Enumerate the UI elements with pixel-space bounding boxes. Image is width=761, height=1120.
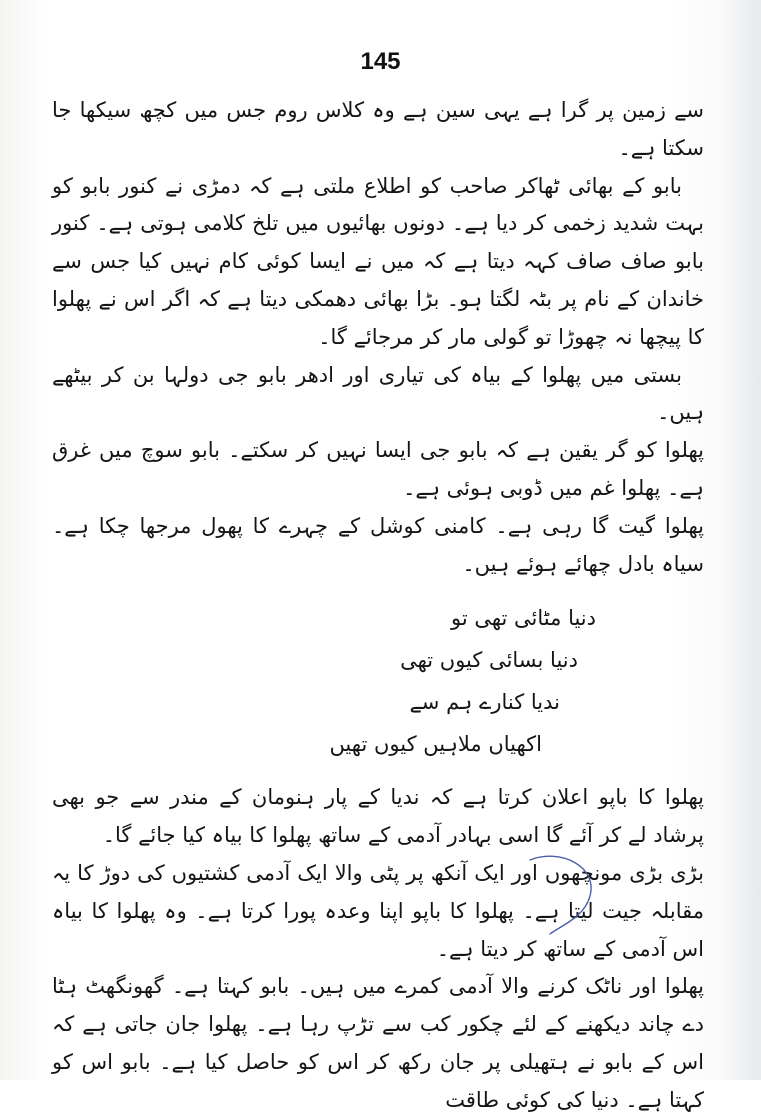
page-body [52,92,704,1120]
pen-stroke-mark [520,848,610,938]
paragraph: بستی میں پھلوا کے بیاہ کی تیاری اور ادھر بابو جی دولہا بن کر بیٹھے ہیں۔ [52,362,704,425]
paragraph: بڑی بڑی مونچھوں اور ایک آنکھ پر پٹی والا ایک آدمی کشتیوں کی دوڑ کا یہ مقابلہ جیت لیتا ہے۔ پھلوا کا باپو اپنا وعدہ پورا کرتا ہے۔ وہ پھلوا کا بیاہ اس آدمی کے ساتھ کر دیتا ہے۔ [52,860,704,961]
page-number: 145 [360,48,401,75]
verse-line: دنیا بسائی کیوں تھی [400,648,578,673]
paragraph: پھلوا کا باپو اعلان کرتا ہے کہ ندیا کے پار ہنومان کے مندر سے جو بھی پرشاد لے کر آئے گا اسی بہادر آدمی کے ساتھ پھلوا کا بیاہ کیا جائے گا۔ [52,785,704,848]
paragraph: سے زمین پر گرا ہے یہی سین ہے وہ کلاس روم جس میں کچھ سیکھا جا سکتا ہے۔ [52,98,704,160]
paragraph: بابو کے بھائی ٹھاکر صاحب کو اطلاع ملتی ہے کہ دمڑی نے کنور بابو کو بہت شدید زخمی کر دیا ہے۔ دونوں بھائیوں میں تلخ کلامی ہوتی ہے۔ کنور بابو صاف صاف کہہ دیتا ہے کہ میں نے ایسا کوئی کام نہیں کیا جس سے خاندان کے نام پر بٹہ لگتا ہو۔ بڑا بھائی دھمکی دیتا ہے کہ اگر اس نے پھلوا کا پیچھا نہ چھوڑا تو گولی مار کر مرجائے گا۔ [52,173,704,349]
song-verse [52,597,704,765]
paragraph: پھلوا کو گر یقین ہے کہ بابو جی ایسا نہیں کر سکتے۔ بابو سوچ میں غرق ہے۔ پھلوا غم میں ڈوبی ہوئی ہے۔ [52,438,704,500]
paragraph: پھلوا گیت گا رہی ہے۔ کامنی کوشل کے چہرے کا پھول مرجھا چکا ہے۔ سیاہ بادل چھائے ہوئے ہیں۔ [52,513,704,576]
verse-line: اکھیاں ملاہیں کیوں تھیں [329,732,542,757]
verse-line: دنیا مٹائی تھی تو [450,606,596,631]
verse-line: ندیا کنارے ہم سے [409,690,560,715]
page-edge-shadow [723,0,761,1080]
paragraph: پھلوا اور ناٹک کرنے والا آدمی کمرے میں ہیں۔ بابو کہتا ہے۔ گھونگھٹ ہٹا دے چاند دیکھنے کے لئے چکور کب سے تڑپ رہا ہے۔ پھلوا جان جاتی ہے کہ اس کے بابو نے ہتھیلی پر جان رکھ کر اس کو حاصل کیا ہے۔ بابو اس کو کہتا ہے۔ دنیا کی کوئی طاقت [52,974,704,1112]
